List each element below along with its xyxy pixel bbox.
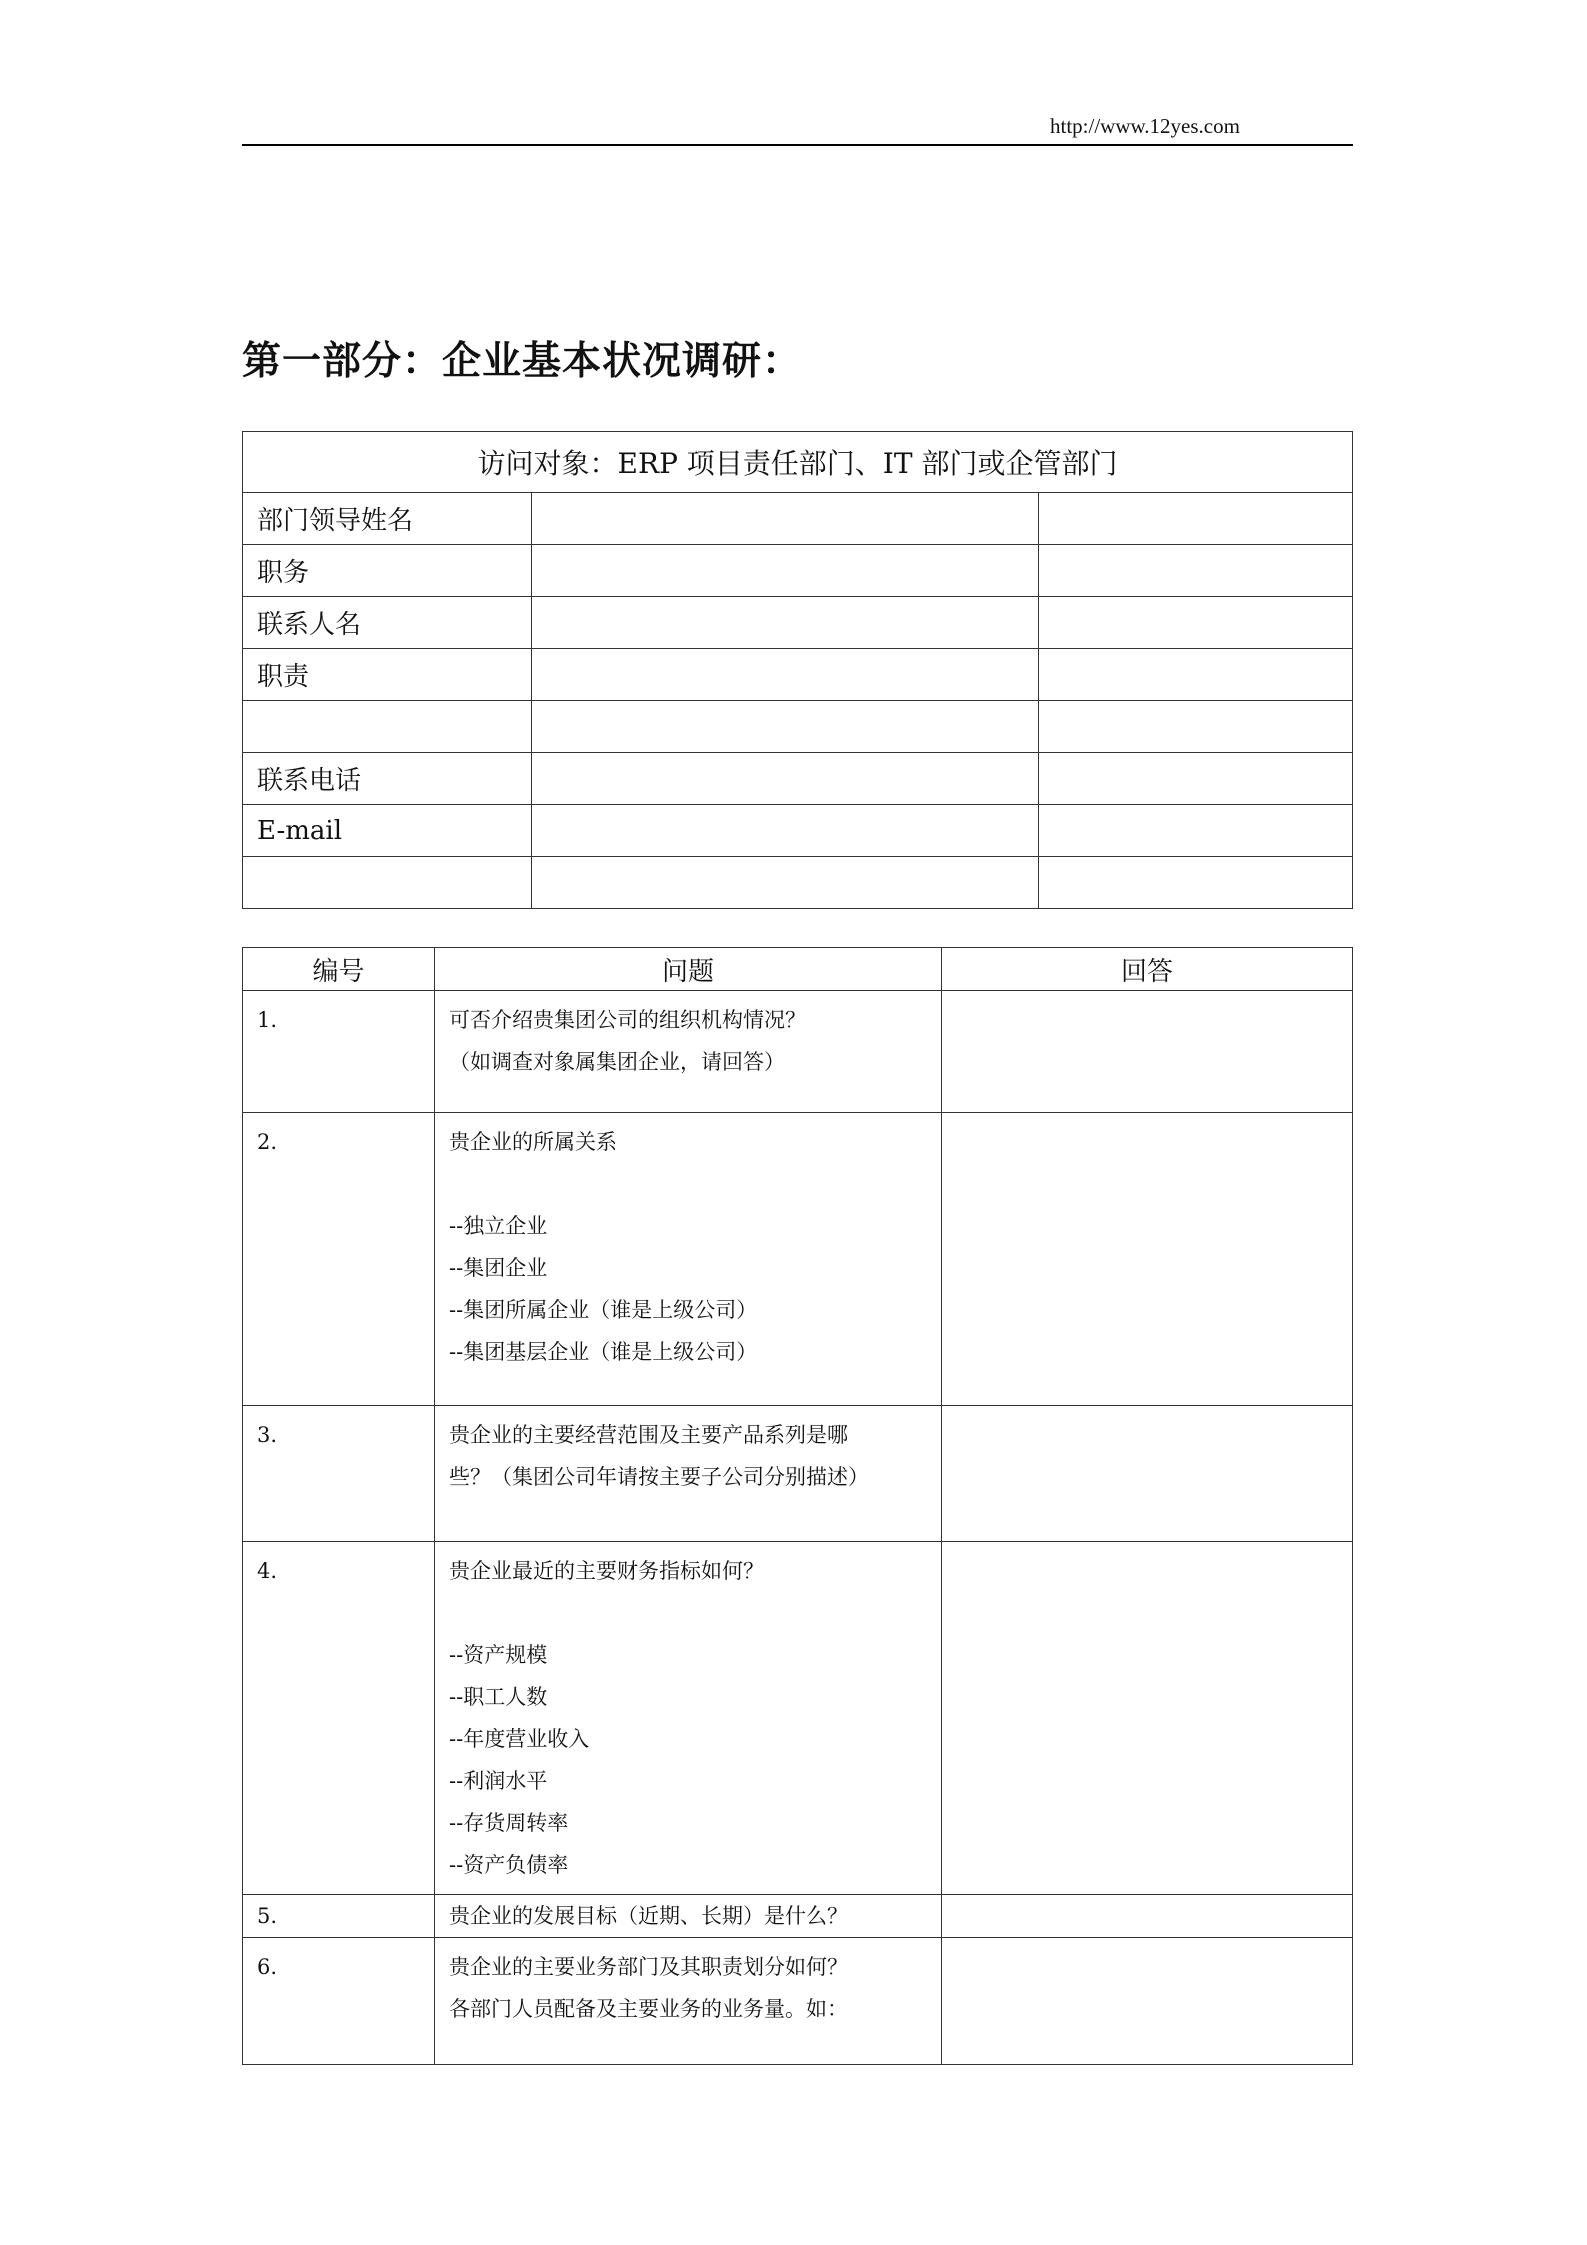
- question-line: （如调查对象属集团企业，请回答）: [449, 1050, 785, 1074]
- header-question: 问题: [435, 948, 942, 991]
- contact-extra-field[interactable]: [1039, 701, 1353, 753]
- question-line: 可否介绍贵集团公司的组织机构情况？: [449, 1008, 806, 1032]
- contact-value-field[interactable]: [532, 753, 1039, 805]
- question-number: 5.: [243, 1895, 435, 1938]
- contact-table: [242, 431, 1353, 909]
- question-line: 贵企业最近的主要财务指标如何？: [449, 1559, 764, 1583]
- question-number: 2.: [243, 1113, 435, 1406]
- question-number: 3.: [243, 1406, 435, 1542]
- question-row: [243, 1895, 1353, 1938]
- header-answer: 回答: [942, 948, 1353, 991]
- header-number: 编号: [243, 948, 435, 991]
- contact-row: [243, 649, 1353, 701]
- contact-value-field[interactable]: [532, 857, 1039, 909]
- contact-label: 职责: [243, 649, 532, 701]
- question-text: [435, 1542, 942, 1895]
- question-text: [435, 1938, 942, 2065]
- question-line: --年度营业收入: [449, 1727, 590, 1751]
- contact-row: [243, 857, 1353, 909]
- question-line: --资产负债率: [449, 1853, 569, 1877]
- question-row: [243, 1113, 1353, 1406]
- question-number: 6.: [243, 1938, 435, 2065]
- question-line: --资产规模: [449, 1643, 548, 1667]
- question-line: [449, 1163, 927, 1205]
- question-line: --集团企业: [449, 1256, 548, 1280]
- question-text: [435, 991, 942, 1113]
- contact-row: [243, 493, 1353, 545]
- answer-field[interactable]: [942, 1542, 1353, 1895]
- question-row: [243, 1938, 1353, 2065]
- contact-extra-field[interactable]: [1039, 545, 1353, 597]
- question-line: --集团基层企业（谁是上级公司）: [449, 1340, 758, 1364]
- answer-field[interactable]: [942, 1938, 1353, 2065]
- question-line: 各部门人员配备及主要业务的业务量。如：: [449, 1997, 848, 2021]
- contact-value-field[interactable]: [532, 805, 1039, 857]
- contact-value-field[interactable]: [532, 597, 1039, 649]
- page-title: 第一部分：企业基本状况调研：: [242, 339, 803, 384]
- contact-label: E-mail: [243, 805, 532, 857]
- answer-field[interactable]: [942, 1406, 1353, 1542]
- contact-row: [243, 753, 1353, 805]
- contact-extra-field[interactable]: [1039, 857, 1353, 909]
- question-line: 贵企业的所属关系: [449, 1130, 617, 1154]
- answer-field[interactable]: [942, 1113, 1353, 1406]
- question-text: [435, 1895, 942, 1938]
- question-text: [435, 1113, 942, 1406]
- question-line: 贵企业的发展目标（近期、长期）是什么？: [449, 1904, 848, 1928]
- contact-row: [243, 597, 1353, 649]
- answer-field[interactable]: [942, 1895, 1353, 1938]
- question-line: [449, 1592, 927, 1634]
- contact-value-field[interactable]: [532, 649, 1039, 701]
- contact-label: 职务: [243, 545, 532, 597]
- question-line: 些？（集团公司年请按主要子公司分别描述）: [449, 1465, 869, 1489]
- contact-label: 联系电话: [243, 753, 532, 805]
- header-url: http://www.12yes.com: [1050, 114, 1240, 138]
- question-row: [243, 1542, 1353, 1895]
- contact-label: [243, 701, 532, 753]
- contact-extra-field[interactable]: [1039, 805, 1353, 857]
- contact-row: [243, 545, 1353, 597]
- question-line: --独立企业: [449, 1214, 548, 1238]
- contact-extra-field[interactable]: [1039, 753, 1353, 805]
- contact-extra-field[interactable]: [1039, 493, 1353, 545]
- question-line: --职工人数: [449, 1685, 548, 1709]
- question-table: [242, 947, 1353, 2065]
- header-divider: [242, 144, 1353, 146]
- question-line: 贵企业的主要业务部门及其职责划分如何？: [449, 1955, 848, 1979]
- contact-extra-field[interactable]: [1039, 597, 1353, 649]
- question-number: 1.: [243, 991, 435, 1113]
- contact-value-field[interactable]: [532, 701, 1039, 753]
- question-row: [243, 1406, 1353, 1542]
- contact-extra-field[interactable]: [1039, 649, 1353, 701]
- question-line: --利润水平: [449, 1769, 548, 1793]
- contact-table-heading: 访问对象：ERP 项目责任部门、IT 部门或企管部门: [243, 432, 1353, 493]
- contact-row: [243, 805, 1353, 857]
- question-line: 贵企业的主要经营范围及主要产品系列是哪: [449, 1423, 848, 1447]
- contact-label: 联系人名: [243, 597, 532, 649]
- question-number: 4.: [243, 1542, 435, 1895]
- answer-field[interactable]: [942, 991, 1353, 1113]
- contact-value-field[interactable]: [532, 493, 1039, 545]
- question-line: --存货周转率: [449, 1811, 569, 1835]
- question-row: [243, 991, 1353, 1113]
- question-line: --集团所属企业（谁是上级公司）: [449, 1298, 758, 1322]
- contact-row: [243, 701, 1353, 753]
- contact-value-field[interactable]: [532, 545, 1039, 597]
- contact-label: 部门领导姓名: [243, 493, 532, 545]
- question-text: [435, 1406, 942, 1542]
- contact-label: [243, 857, 532, 909]
